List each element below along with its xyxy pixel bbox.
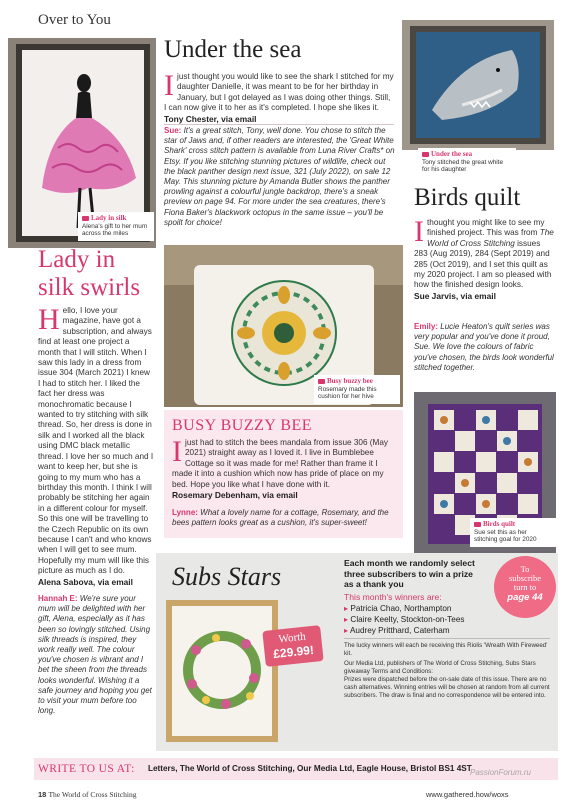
subs-headline: Each month we randomly select three subscribers to win a prize as a thank you xyxy=(344,558,475,590)
prize-note: The lucky winners will each be receiving this Riolis 'Wreath With Fireweed' kit. xyxy=(344,642,548,657)
subs-stars-title: Subs Stars xyxy=(172,562,282,591)
write-to-us-address: Letters, The World of Cross Stitching, Our Media Ltd, Eagle House, Bristol BS1 4ST xyxy=(148,764,472,773)
subscribe-cta[interactable]: To subscribe turn to page 44 xyxy=(494,556,556,618)
lady-letter: Hello, I love your magazine, have got a subscription, and always find at least one project a month that I will stitch. When I saw this lady in a dress from issue 304 (March 2021) I knew I had to stitch her. I liked the fact her dress was monochromatic because I wanted to try stitching with silk thread. So, her dress is done in silk and I worked all the black using DMC black metallic thread. I love her so much and I want to keep her, but she is going to my mum who has a birthday this month. I think I will probably be stitching her again in a different colour for myself. So this one will be travelling to the Czech Republic on its own because I can't and who knows when I will get to see mum. Hopefully my mum will like this picture as much as I do. Alena Sabova, via email xyxy=(38,303,154,587)
shark-title: Under the sea xyxy=(164,36,302,63)
watermark: PassionForum.ru xyxy=(470,768,531,777)
footer-page: 18 The World of Cross Stitching xyxy=(38,790,137,799)
shark-caption: Under the sea Tony stitched the great white for his daughter xyxy=(418,148,516,177)
winners-label: This month's winners are: xyxy=(344,592,442,602)
bee-letter: Ijust had to stitch the bees mandala from issue 306 (May 2021) straight away as I loved it. I live in Bumblebee Cottage so it was made for me! Rather than frame it I made it into a cushion which now has pride of place on my bed. Hope you like what I have done with it. Rosemary Debenham, via email xyxy=(172,438,396,500)
lady-caption: Lady in silk Alena's gift to her mum across the miles xyxy=(78,212,154,241)
lady-reply: Hannah E: We're sure your mum will be delighted with her gift, Alena, especially as it has been so lovingly stitched. Using silk threads is inspired, they work really well. The colour you've chosen is vibrant and I bet the sheen from the threads looks wonderful. Wishing it a safe journey and hoping you get to visit your mum before too long. xyxy=(38,594,152,716)
winners-list xyxy=(344,603,492,636)
shark-reply: Sue: It's a great stitch, Tony, well done. You chose to stitch the star of Jaws and, if other readers are interested, the 'Great White Shark' cross stitch pattern is available from Luna River Crafts* on Etsy. If you like stitching stunning pictures of wildlife, check out the black panther design next issue, 321 (July 2022), on sale 12 May. This stunning picture by Amanda Butler shows the panther prowling against a colourful jungle backdrop, there's a sneak preview on page 94. For more under the sea creatures, there's Fiona Baker's blackwork octopus in the same issue – you'll be spoilt for choice! xyxy=(164,126,395,227)
bee-title: BUSY BUZZY BEE xyxy=(172,417,313,434)
bee-signature: Rosemary Debenham, via email xyxy=(172,490,298,501)
terms: Prizes were dispatched before the on-sale date of this issue. There are no cash alternatives. Winning entries will be chosen at random from all current subscribers. The draw is final and no correspondence will be entered into. xyxy=(344,676,550,699)
footer-url[interactable]: www.gathered.how/woxs xyxy=(426,790,509,799)
birds-title: Birds quilt xyxy=(414,184,521,211)
camera-icon xyxy=(422,152,429,157)
birds-caption: Birds quilt Sue set this as her stitching goal for 2020 xyxy=(470,518,556,547)
lady-title: Lady in silk swirls xyxy=(38,246,141,301)
winner-item: ▸ Patricia Chao, Northampton xyxy=(344,604,452,613)
shark-letter: Ijust thought you would like to see the shark I stitched for my daughter Danielle, it was meant to be for her birthday in January, but I got delayed as I was doing other things. Still, I can now give it to her as it's completed. I hope she likes it. Tony Chester, via email xyxy=(164,69,394,124)
birds-signature: Sue Jarvis, via email xyxy=(414,290,496,301)
bee-letter-box xyxy=(164,410,403,538)
camera-icon xyxy=(82,216,89,221)
camera-icon xyxy=(474,522,481,527)
lady-signature: Alena Sabova, via email xyxy=(38,576,133,587)
triangle-bullet-icon: ▸ xyxy=(344,626,349,635)
shark-divider xyxy=(164,124,394,125)
winner-item: ▸ Audrey Pritthard, Caterham xyxy=(344,626,450,635)
camera-icon xyxy=(318,379,325,384)
birds-reply: Emily: Lucie Heaton's quilt series was very popular and you've done it proud, Sue. We love the colours of fabric you've chosen, the birds look wonderful stitched together. xyxy=(414,322,554,372)
terms-intro: Our Media Ltd, publishers of The World of Cross Stitching, Subs Stars giveaway Terms and Conditions: xyxy=(344,660,536,675)
triangle-bullet-icon: ▸ xyxy=(344,615,349,624)
write-to-us-label: WRITE TO US AT: xyxy=(38,763,135,775)
winner-item: ▸ Claire Keelty, Stockton-on-Tees xyxy=(344,615,465,624)
section-header: Over to You xyxy=(38,12,111,28)
shark-signature: Tony Chester, via email xyxy=(164,113,257,124)
bee-caption: Busy buzzy bee Rosemary made this cushion for her hive xyxy=(314,375,400,404)
shark-photo xyxy=(402,20,554,150)
wreath-kit-photo xyxy=(166,600,278,742)
bee-reply: Lynne: What a lovely name for a cottage, Rosemary, and the bees pattern looks great as a cushion, it's super-sweet! xyxy=(172,508,389,528)
subs-divider xyxy=(344,638,550,639)
triangle-bullet-icon: ▸ xyxy=(344,604,349,613)
birds-letter: Ithought you might like to see my finished project. This was from The World of Cross Stitching issues 283 (Aug 2019), 284 (Sept 2019) and 285 (Oct 2019), and I set this quilt as my 2020 project. I am so pleased with how the finished design looks. Sue Jarvis, via email xyxy=(414,218,556,301)
worth-badge: Worth £29.99! xyxy=(262,625,323,667)
